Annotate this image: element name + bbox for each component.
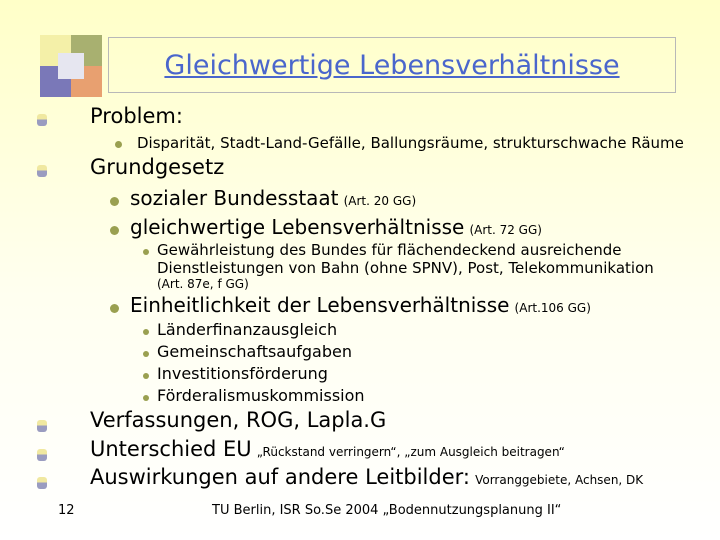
subitem-1: Länderfinanzausgleich: [157, 320, 338, 339]
gleich-item: gleichwertige Lebensverhältnisse (Art. 72 GG): [130, 215, 542, 239]
gewaehr-line2: Dienstleistungen von Bahn (ohne SPNV), Post, Telekommunikation: [157, 259, 654, 277]
bullet-dot-icon: [143, 395, 149, 401]
verfassungen-item: Verfassungen, ROG, Lapla.G: [90, 408, 387, 432]
bullet-dot-icon: [143, 351, 149, 357]
subitem-3: Investitionsförderung: [157, 364, 328, 383]
subitem-2: Gemeinschaftsaufgaben: [157, 342, 352, 361]
bullet-dot-icon: [143, 373, 149, 379]
bullet-dot-icon: [143, 329, 149, 335]
title-box: [108, 37, 676, 93]
bullet-dot-icon: [110, 226, 119, 235]
logo-center-square: [58, 53, 84, 79]
grundgesetz-label: Grundgesetz: [90, 155, 225, 179]
page-number: 12: [58, 503, 75, 518]
problem-item: Disparität, Stadt-Land-Gefälle, Ballungsräume, strukturschwache Räume: [137, 134, 684, 152]
footer-text: TU Berlin, ISR So.Se 2004 „Bodennutzungsplanung II“: [212, 503, 562, 518]
subitem-4: Förderalismuskommission: [157, 386, 365, 405]
auswirkungen-item: Auswirkungen auf andere Leitbilder: Vorranggebiete, Achsen, DK: [90, 465, 644, 489]
bullet-dot-icon: [143, 249, 149, 255]
logo: [40, 35, 102, 97]
problem-label: Problem:: [90, 104, 183, 128]
bullet-dot-icon: [110, 304, 119, 313]
einheit-item: Einheitlichkeit der Lebensverhältnisse (Art.106 GG): [130, 293, 591, 317]
slide-title: Gleichwertige Lebensverhältnisse: [164, 49, 620, 81]
bullet-dot-icon: [110, 197, 119, 206]
bullet-dot-icon: [115, 141, 122, 148]
bullet-pill-icon: [37, 114, 47, 126]
gewaehr-ref: (Art. 87e, f GG): [157, 277, 249, 291]
bullet-pill-icon: [37, 420, 47, 432]
gewaehr-line1: Gewährleistung des Bundes für flächendeckend ausreichende: [157, 241, 622, 259]
bullet-pill-icon: [37, 165, 47, 177]
sozial-item: sozialer Bundesstaat (Art. 20 GG): [130, 186, 417, 210]
bullet-pill-icon: [37, 449, 47, 461]
unterschied-item: Unterschied EU „Rückstand verringern“, „zum Ausgleich beitragen“: [90, 437, 565, 461]
bullet-pill-icon: [37, 477, 47, 489]
